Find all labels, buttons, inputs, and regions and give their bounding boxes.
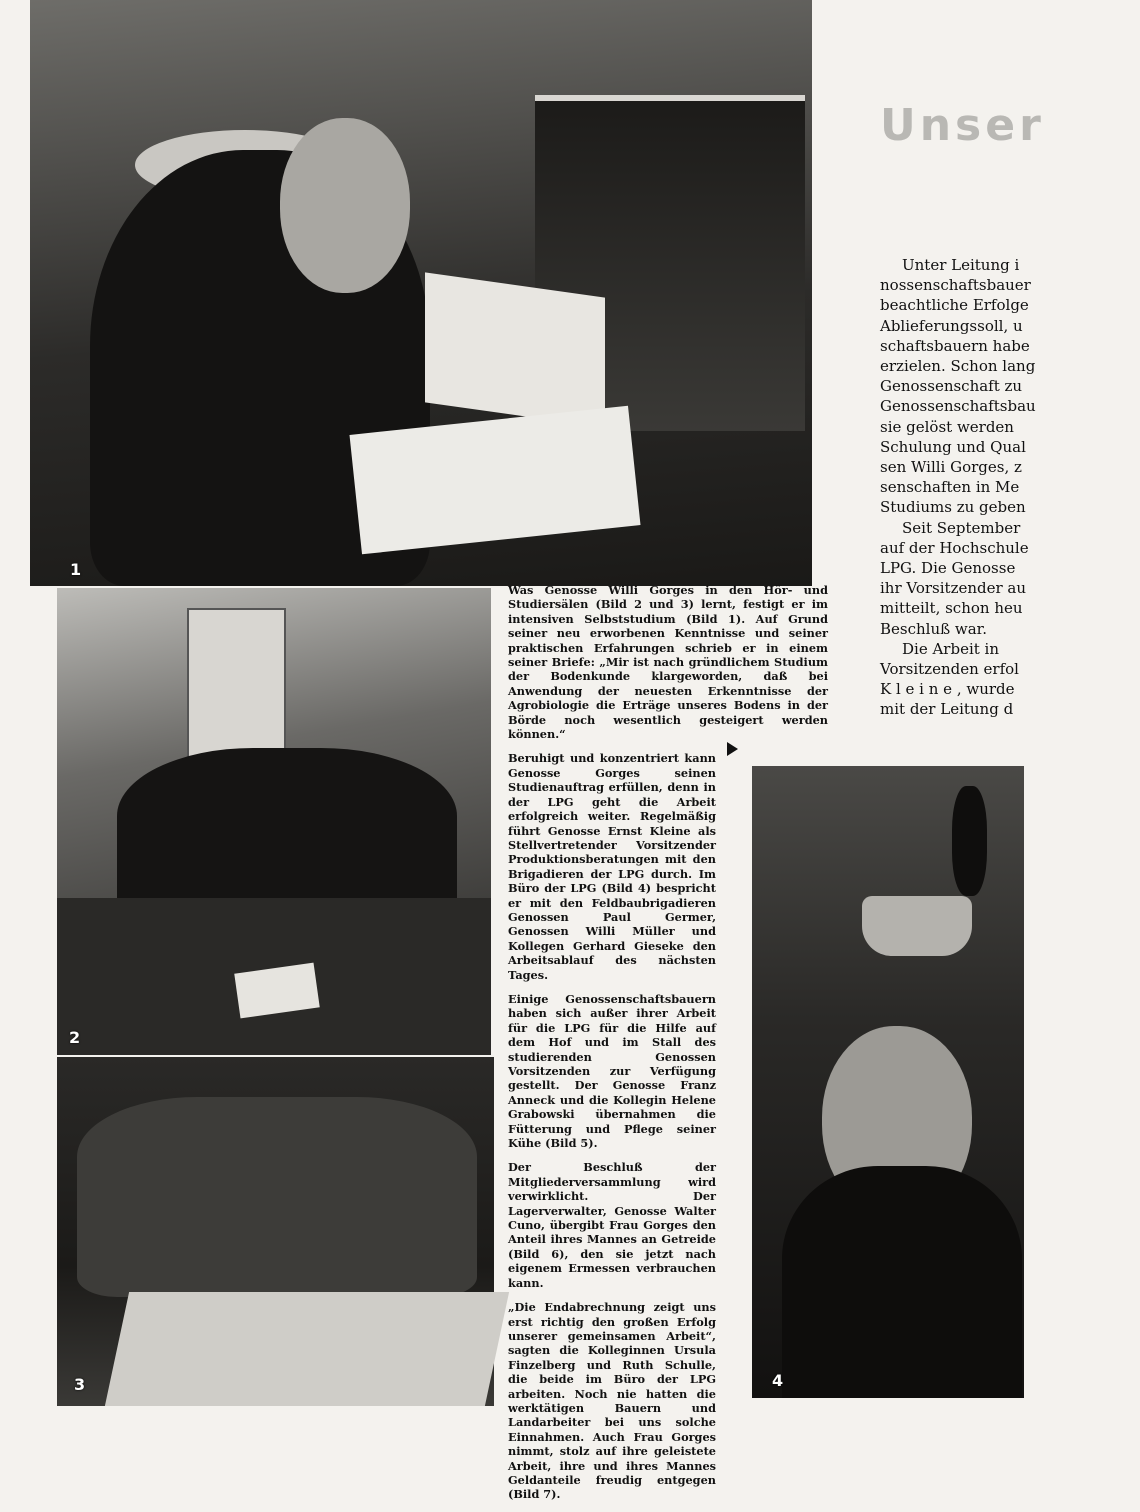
article-line: Beschluß war. <box>880 619 987 638</box>
plant-pot <box>862 896 972 956</box>
page-headline: Unser <box>880 100 1045 151</box>
open-book <box>425 272 605 427</box>
article-line: mitteilt, schon heu <box>880 599 1023 618</box>
pointer-arrow-icon <box>727 742 738 756</box>
photo-2-microscopes <box>57 588 491 1055</box>
article-line: Genossenschaft zu <box>880 377 1023 396</box>
article-line: LPG. Die Genosse <box>880 559 1016 578</box>
article-line: Genossenschaftsbau <box>880 397 1036 416</box>
caption-paragraph: „Die Endabrechnung zeigt uns erst richtig den großen Erfolg unserer gemeinsamen Arbeit“, sagten die Kolleginnen Ursula Finzelberg und Ruth Schulle, die beide im Büro der LPG arbeiten. Noch nie hatten die werktätigen Bauern und Landarbeiter bei uns solche Einnahmen. Auch Frau Gorges nimmt, stolz auf ihre geleistete Arbeit, ihre und ihres Mannes Geldanteile freudig entgegen (Bild 7). <box>508 1300 716 1502</box>
figure-3-number: 3 <box>74 1375 86 1394</box>
article-line: Unter Leitung i <box>902 256 1020 274</box>
figure-2-number: 2 <box>69 1028 81 1047</box>
article-line: senschaften in Me <box>880 478 1020 497</box>
article-line: schaftsbauern habe <box>880 336 1030 355</box>
article-line: Schulung und Qual <box>880 437 1026 456</box>
caption-paragraph: Einige Genossenschaftsbauern haben sich außer ihrer Arbeit für die LPG für die Hilfe auf dem Hof und im Stall des studierenden Genossen Vorsitzenden zur Verfügung gestellt. Der Genosse Franz Anneck und die Kollegin Helene Grabowski übernahmen die Fütterung und Pflege seiner Kühe (Bild 5). <box>508 991 716 1151</box>
man-figure <box>782 1166 1022 1398</box>
article-line: auf der Hochschule <box>880 538 1029 557</box>
photo-4-office-meeting <box>752 766 1024 1398</box>
caption-paragraph: Der Beschluß der Mitgliederversammlung wird verwirklicht. Der Lagerverwalter, Genosse Walter Cuno, übergibt Frau Gorges den Anteil ihres Mannes an Getreide (Bild 6), den sie jetzt nach eigenem Ermessen verbrauchen kann. <box>508 1160 716 1290</box>
article-line: K l e i n e , wurde <box>880 680 1015 699</box>
article-line: Vorsitzenden erfol <box>880 660 1019 679</box>
group-figures <box>77 1097 477 1297</box>
article-line: sie gelöst werden <box>880 417 1014 436</box>
map-table <box>105 1292 509 1406</box>
article-line: Studiums zu geben <box>880 498 1026 517</box>
article-line: Ablieferungssoll, u <box>880 316 1023 335</box>
article-line: nossenschaftsbauer <box>880 276 1031 295</box>
article-line: sen Willi Gorges, z <box>880 458 1022 477</box>
article-line: ihr Vorsitzender au <box>880 579 1027 598</box>
article-line: erzielen. Schon lang <box>880 357 1036 376</box>
photo-1-studying <box>30 0 812 586</box>
article-line: Seit September <box>902 518 1021 537</box>
photo-3-map-study <box>57 1057 494 1406</box>
article-line: mit der Leitung d <box>880 700 1014 719</box>
caption-paragraph: Beruhigt und konzentriert kann Genosse Gorges seinen Studienauftrag erfüllen, denn in der LPG geht die Arbeit erfolgreich weiter. Regelmäßig führt Genosse Ernst Kleine als Stellvertretender Vorsitzender Produktionsberatungen mit den Brigadieren der LPG durch. Im Büro der LPG (Bild 4) bespricht er mit den Feldbaubrigadieren Genossen Paul Germer, Genossen Willi Müller und Kollegen Gerhard Gieseke den Arbeitsablauf des nächsten Tages. <box>508 751 716 982</box>
figurine <box>952 786 987 896</box>
caption-paragraph: Was Genosse Willi Gorges in den Hör- und Studiersälen (Bild 2 und 3) lernt, festigt er im intensiven Selbststudium (Bild 1). Auf Grund seiner neu erworbenen Kenntnisse und seiner praktischen Erfahrungen schrieb er in einem seiner Briefe: „Mir ist nach gründlichem Studium der Bodenkunde klargeworden, daß bei Anwendung der neuesten Erkenntnisse der Agrobiologie die Erträge unseres Bodens in der Börde noch wesentlich gesteigert werden können.“ <box>508 583 828 742</box>
figure-1-number: 1 <box>70 560 82 579</box>
man-head <box>280 118 410 293</box>
student-figures <box>117 748 457 918</box>
right-article-column <box>880 255 1140 720</box>
figure-4-number: 4 <box>772 1371 784 1390</box>
article-line: Die Arbeit in <box>902 639 1000 658</box>
article-line: beachtliche Erfolge <box>880 296 1029 315</box>
